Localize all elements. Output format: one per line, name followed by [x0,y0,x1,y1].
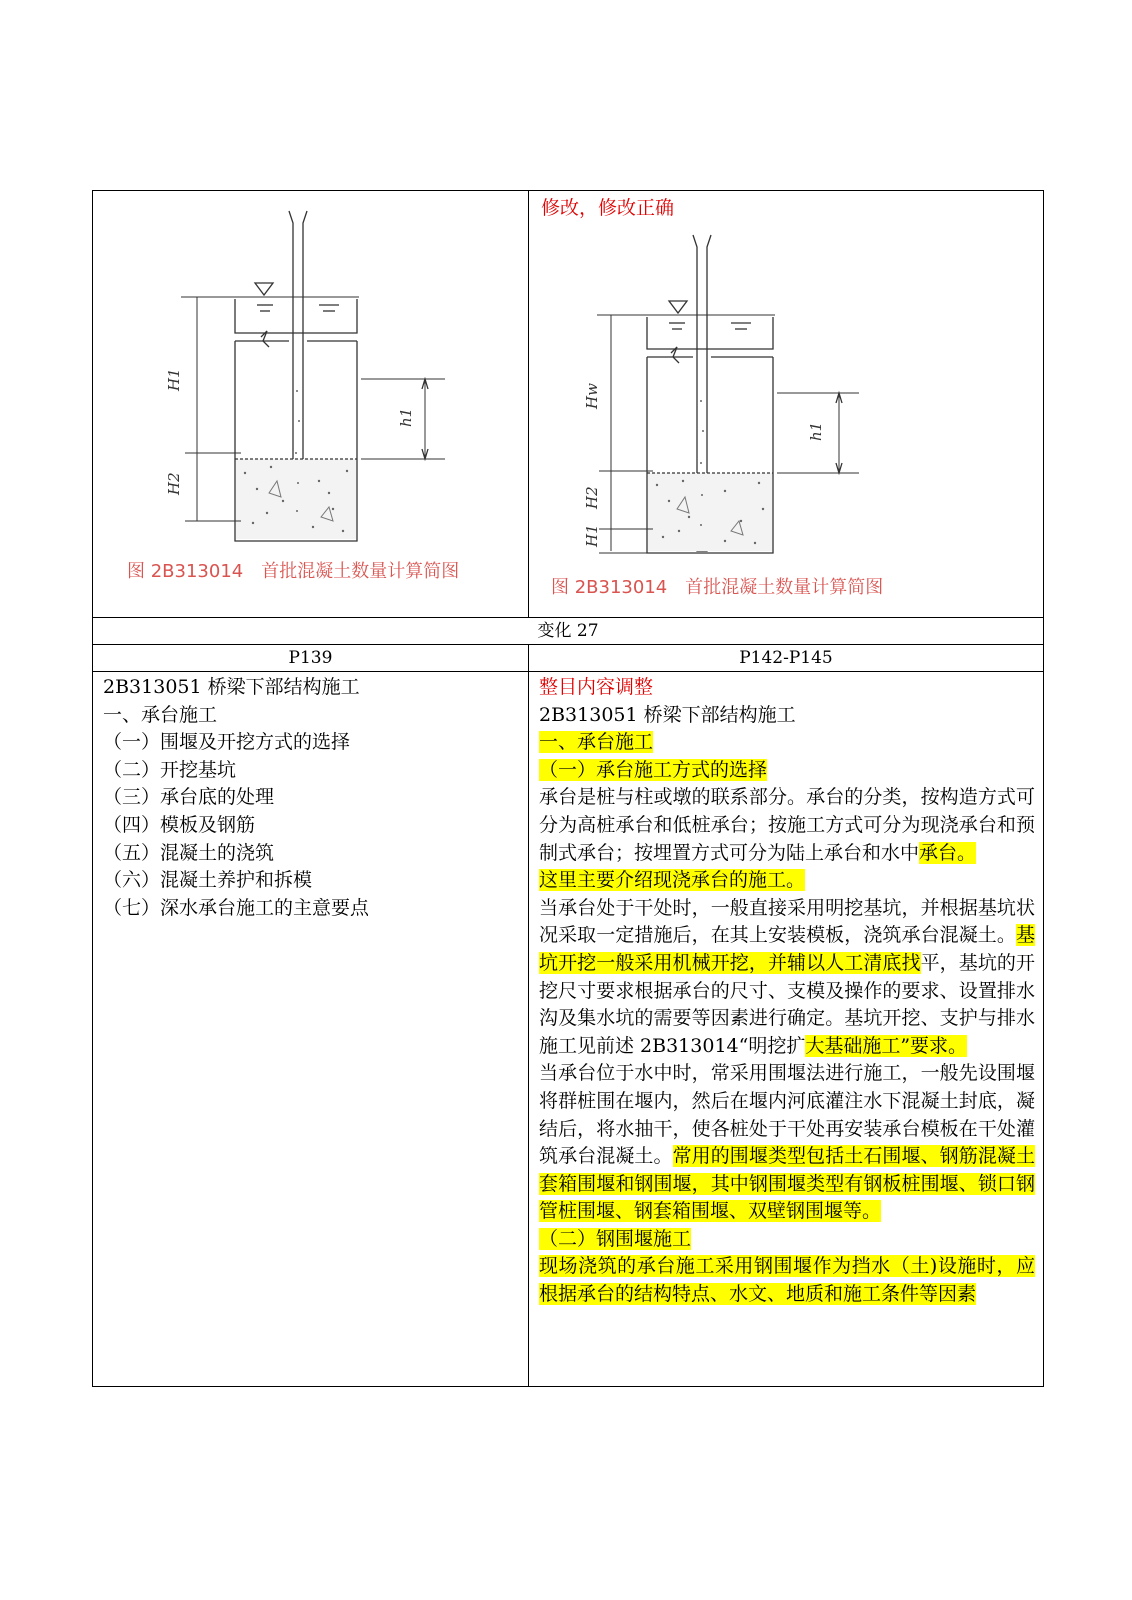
change-title-row [93,618,1043,645]
para-text: 当承台位于水中时，常采用围堰法进行施工，一般先设围堰将群桩围在堰内，然后在堰内河底灌注水下混凝土封底，凝结后，将水抽干，使各桩处于干处再安装承台模板在干处灌筑承台混凝土。 [539,1062,1035,1168]
right-section: 一、承台施工 [539,731,654,754]
label-Hw: Hw [583,383,601,409]
list-item: （四）模板及钢筋 [103,813,256,836]
left-figure-caption: 图 2B313014 首批混凝土数量计算简图 [127,561,460,582]
left-item-list [103,729,520,922]
para-text: 承台是桩与柱或墩的联系部分。承台的分类，按构造方式可分为高桩承台和低桩承台；按施工方式可分为现浇承台和预制式承台；按埋置方式可分为陆上承台和水中 [539,786,1035,864]
para-highlight: 大基础施工”要求。 [805,1034,968,1057]
label-h1: h1 [807,421,825,441]
list-item: （二）开挖基坑 [103,758,237,781]
right-figure-note: 修改，修改正确 [541,197,675,219]
list-item: （三）承台底的处理 [103,786,275,809]
content-row [93,672,1043,1386]
label-H2: H2 [583,486,601,509]
comparison-table [92,190,1044,1387]
right-title: 2B313051 桥梁下部结构施工 [539,703,796,726]
right-note: 整目内容调整 [539,676,654,698]
list-item: （五）混凝土的浇筑 [103,841,275,864]
label-H1: H1 [165,368,183,391]
right-sub2: （二）钢围堰施工 [539,1227,692,1250]
label-H2: H2 [165,472,183,495]
label-h1: h1 [397,407,415,427]
para-highlight: 承台。 [919,841,977,864]
left-section: 一、承台施工 [103,703,218,726]
list-item: （六）混凝土养护和拆模 [103,869,313,892]
list-item: （七）深水承台施工的主意要点 [103,896,370,919]
right-para5: 现场浇筑的承台施工采用钢围堰作为挡水（土)设施时，应根据承台的结构特点、水文、地质和施工条件等因素 [539,1255,1035,1306]
para-highlight: 常用的围堰类型包括土石围堰、钢筋混凝土套箱围堰和钢围堰，其中钢围堰类型有钢板桩围堰、锁口钢管桩围堰、钢套箱围堰、双壁钢围堰等。 [539,1145,1035,1223]
list-item: （一）围堰及开挖方式的选择 [103,731,351,754]
right-figure-cell [529,191,1043,617]
right-sub1: （一）承台施工方式的选择 [539,758,768,781]
para-text: 平，基坑的开挖尺寸要求根据承台的尺寸、支模及操作的要求、设置排水沟及集水坑的需要等因素进行确定。基坑开挖、支护与排水施工见前述 2B313014“明挖扩 [539,951,1035,1057]
right-para4 [539,1060,1035,1226]
page-left: P139 [93,645,529,671]
para-text: 当承台处于干处时，一般直接采用明挖基坑，并根据基坑状况采取一定措施后，在其上安装模板，浇筑承台混凝土。 [539,896,1035,947]
right-text-cell [529,672,1043,1386]
left-title: 2B313051 桥梁下部结构施工 [103,676,360,698]
page-right: P142-P145 [739,648,833,668]
figure-row [93,191,1043,618]
label-H1: H1 [583,524,601,547]
change-title: 变化 27 [537,621,599,641]
right-para2: 这里主要介绍现浇承台的施工。 [539,869,806,892]
right-para1 [539,784,1035,867]
right-para3 [539,895,1035,1061]
left-diagram [93,191,527,617]
right-diagram [529,191,1043,617]
para-highlight: 基坑开挖一般采用机械开挖，并辅以人工清底找 [539,924,1035,974]
left-text-cell [93,672,529,1386]
page-header-row [93,645,1043,672]
left-figure-cell [93,191,529,617]
right-figure-caption: 图 2B313014 首批混凝土数量计算简图 [551,577,884,598]
